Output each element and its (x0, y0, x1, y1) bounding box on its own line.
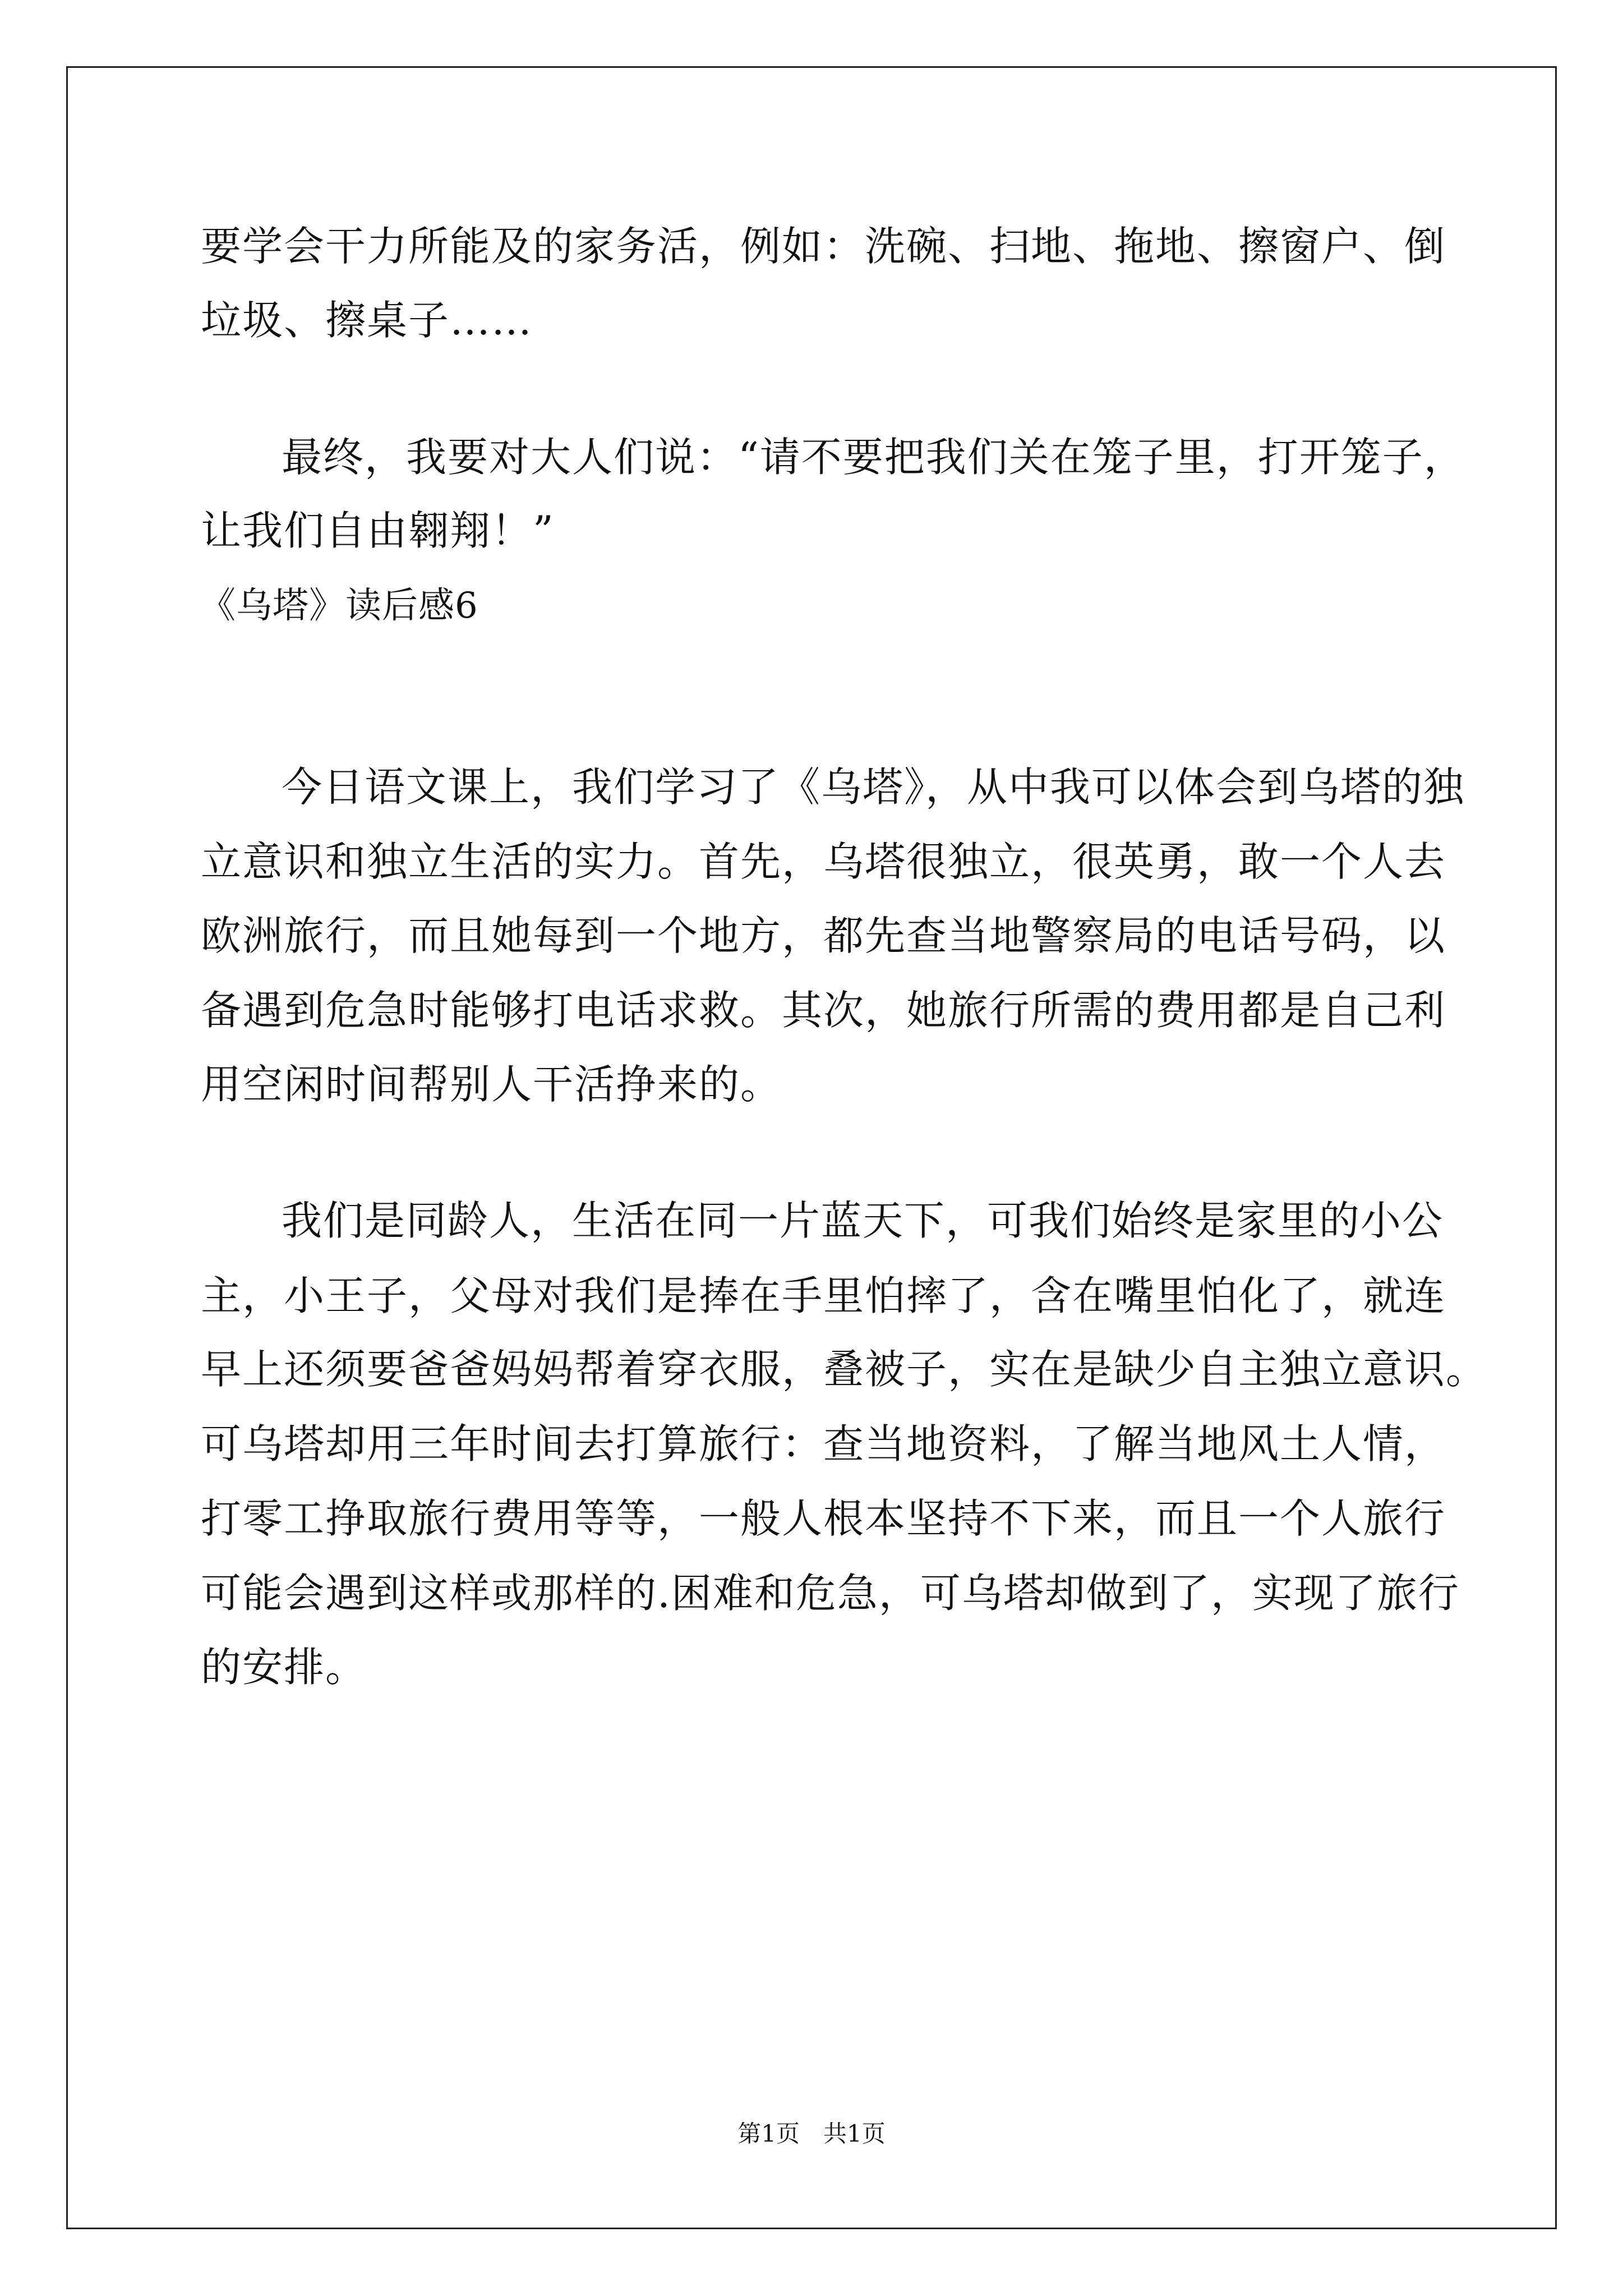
paragraph-3-line-1: 今日语文课上，我们学习了《乌塔》，从中我可以体会到乌塔的独 (282, 763, 1465, 811)
paragraph-4-line-5: 打零工挣取旅行费用等等，一般人根本坚持不下来，而且一个人旅行 (201, 1495, 1446, 1542)
paragraph-4-line-7: 的安排。 (201, 1644, 367, 1691)
page-number-footer: 第1页 共1页 (737, 2120, 886, 2147)
paragraph-1-line-1: 要学会干力所能及的家务活，例如：洗碗、扫地、拖地、擦窗户、倒 (201, 223, 1446, 270)
paragraph-4-line-3: 早上还须要爸爸妈妈帮着穿衣服，叠被子，实在是缺少自主独立意识。 (201, 1346, 1488, 1393)
paragraph-3-line-3: 欧洲旅行，而且她每到一个地方，都先查当地警察局的电话号码，以 (201, 912, 1446, 959)
paragraph-4-line-6: 可能会遇到这样或那样的.困难和危急，可乌塔却做到了，实现了旅行 (201, 1570, 1460, 1617)
page-border (66, 66, 1557, 2229)
paragraph-2-line-2: 让我们自由翱翔！” (201, 507, 555, 554)
paragraph-3-line-4: 备遇到危急时能够打电话求救。其次，她旅行所需的费用都是自己利 (201, 987, 1446, 1034)
paragraph-2-line-1: 最终，我要对大人们说：“请不要把我们关在笼子里，打开笼子， (282, 434, 1465, 481)
paragraph-3-line-2: 立意识和独立生活的实力。首先，乌塔很独立，很英勇，敢一个人去 (201, 838, 1446, 885)
paragraph-3-line-5: 用空闲时间帮别人干活挣来的。 (201, 1061, 782, 1108)
section-title: 《乌塔》读后感6 (200, 585, 478, 627)
paragraph-4-line-1: 我们是同龄人，生活在同一片蓝天下，可我们始终是家里的小公 (282, 1197, 1444, 1244)
paragraph-4-line-4: 可乌塔却用三年时间去打算旅行：查当地资料，了解当地风土人情， (201, 1420, 1446, 1467)
paragraph-4-line-2: 主，小王子，父母对我们是捧在手里怕摔了，含在嘴里怕化了，就连 (201, 1272, 1446, 1319)
paragraph-1-line-2: 垃圾、擦桌子…… (201, 297, 533, 344)
